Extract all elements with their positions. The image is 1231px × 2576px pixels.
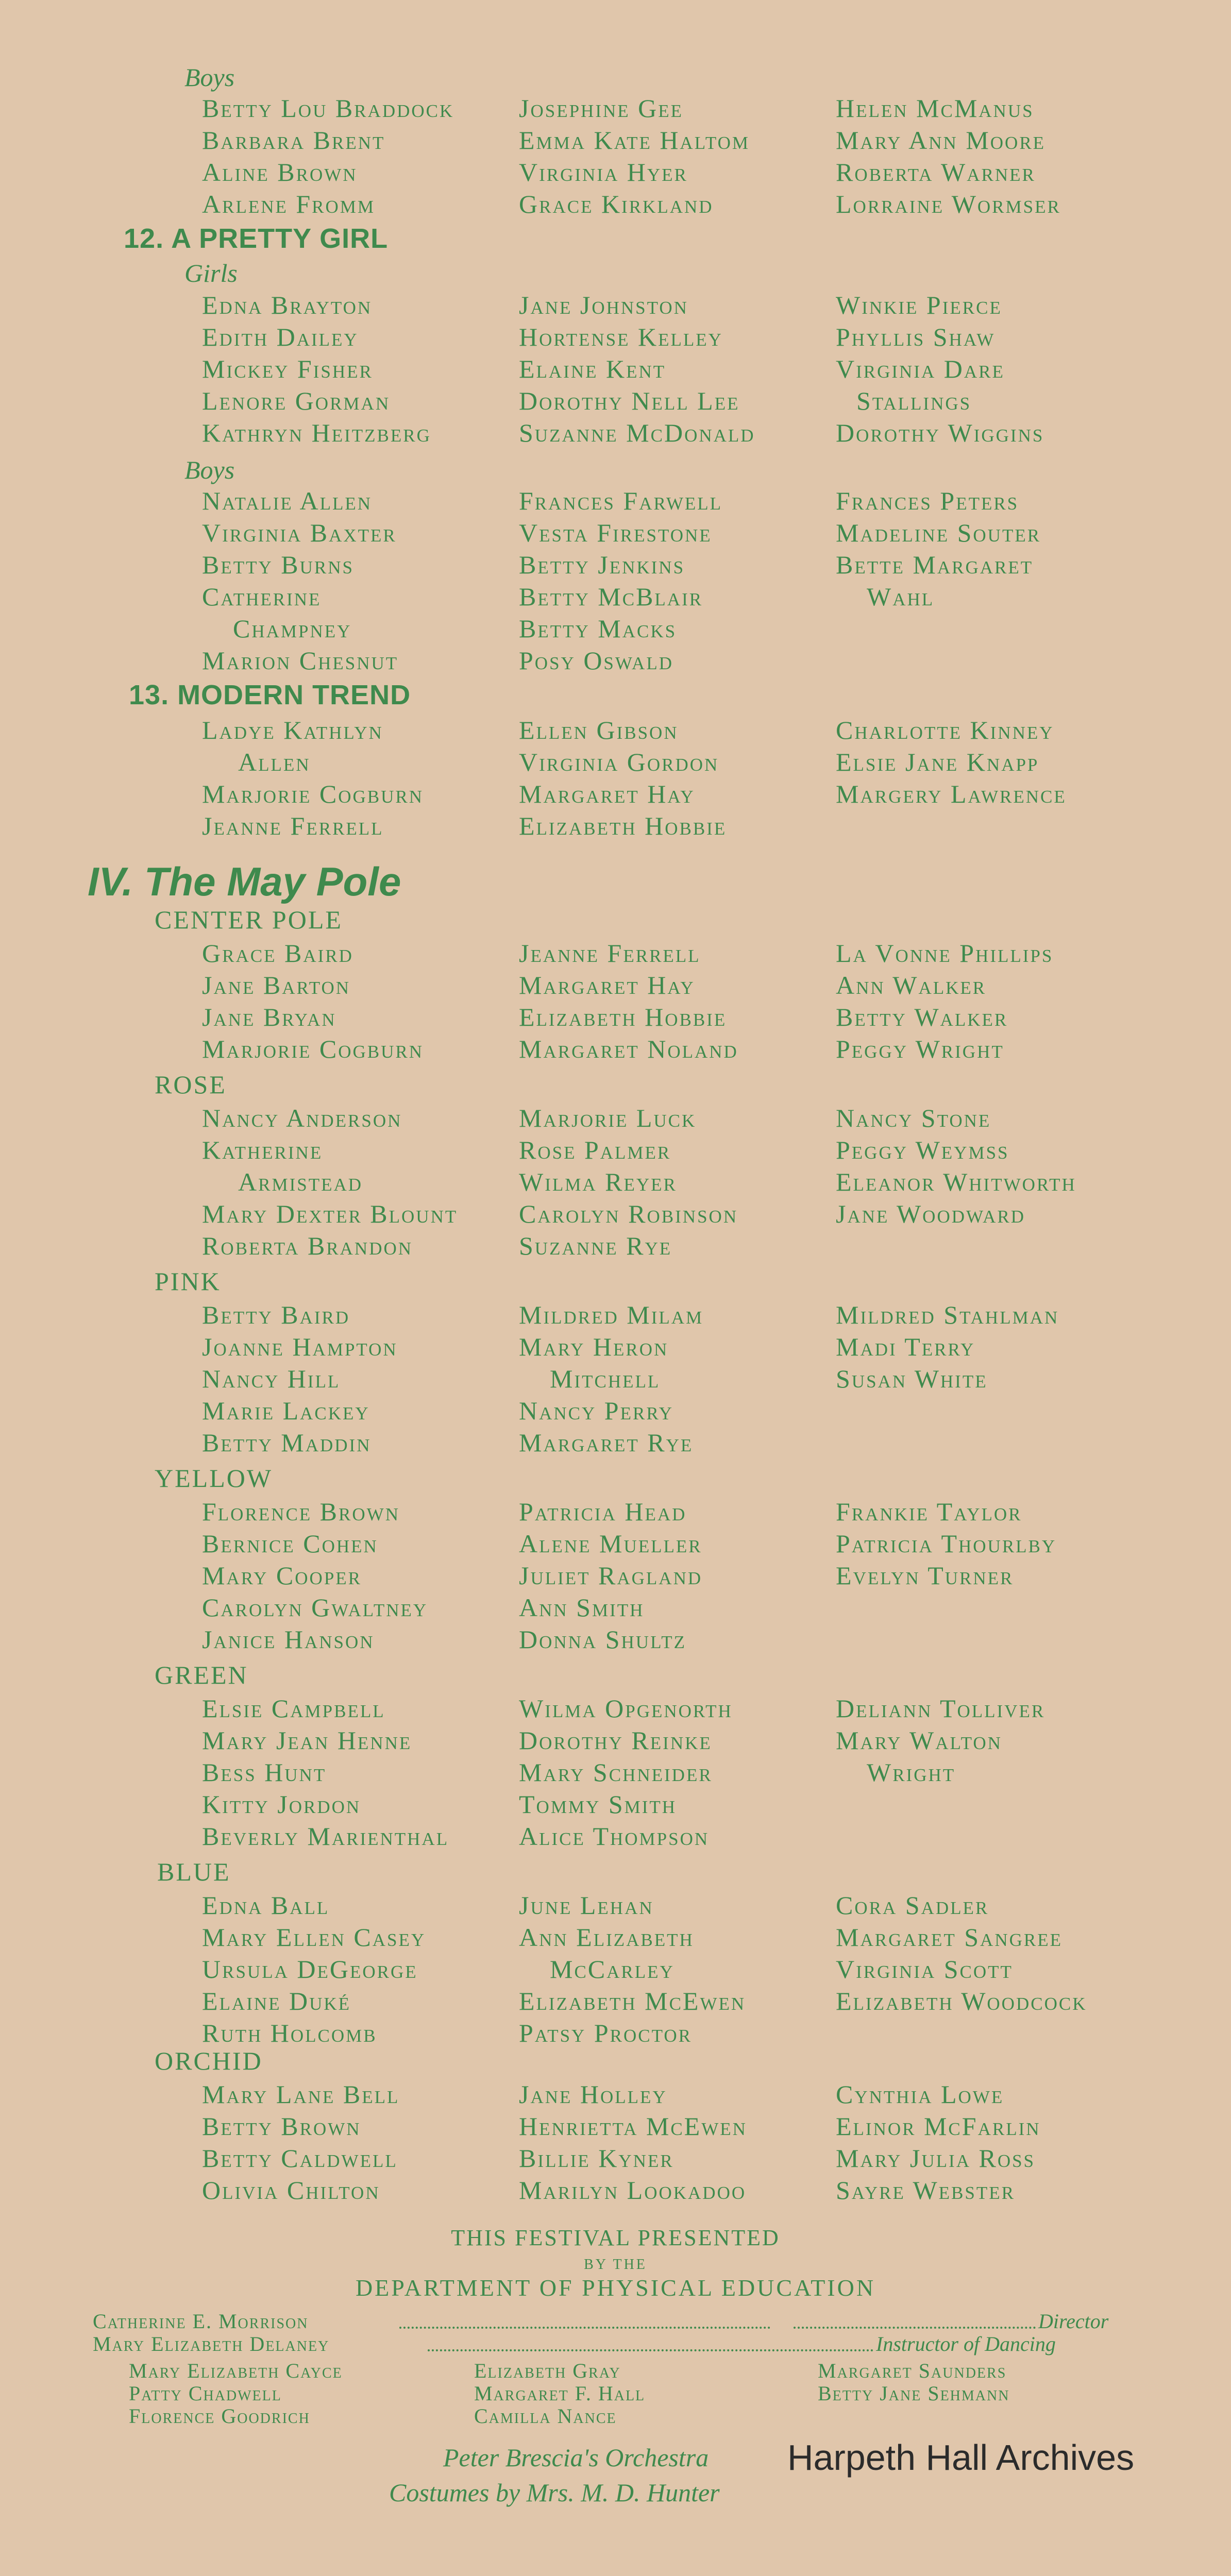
list-item: Mary Ann Moore <box>836 126 1046 155</box>
list-item: Dorothy Reinke <box>519 1726 712 1755</box>
girls-heading: Girls <box>184 259 238 287</box>
list-item: Natalie Allen <box>202 486 373 515</box>
list-item: Roberta Brandon <box>202 1231 413 1260</box>
list-item: Betty Lou Braddock <box>202 94 454 123</box>
list-item: Stallings <box>856 386 972 415</box>
list-item: Mary Walton <box>836 1726 1002 1755</box>
list-item: Jeanne Ferrell <box>519 939 701 968</box>
list-item: Janice Hanson <box>202 1625 375 1654</box>
list-item: Cynthia Lowe <box>836 2080 1004 2109</box>
group-heading-orchid: ORCHID <box>155 2046 263 2075</box>
staff-name: Camilla Nance <box>474 2404 617 2428</box>
list-item: Beverly Marienthal <box>202 1822 449 1851</box>
list-item: Dorothy Wiggins <box>836 418 1044 447</box>
list-item: Virginia Dare <box>836 354 1005 383</box>
list-item: Tommy Smith <box>519 1790 677 1819</box>
list-item: Marion Chesnut <box>202 646 399 675</box>
list-item: Betty Jenkins <box>519 550 685 579</box>
section-heading-12: 12. A PRETTY GIRL <box>124 223 389 254</box>
list-item: Betty Maddin <box>202 1428 372 1457</box>
list-item: Margaret Hay <box>519 779 695 808</box>
list-item: Madi Terry <box>836 1332 975 1361</box>
list-item: Wahl <box>867 582 935 611</box>
group-heading-yellow: YELLOW <box>155 1464 273 1493</box>
staff-name: Patty Chadwell <box>129 2382 282 2405</box>
list-item: Dorothy Nell Lee <box>519 386 740 415</box>
list-item: Betty McBlair <box>519 582 703 611</box>
list-item: Elizabeth Hobbie <box>519 1003 727 1031</box>
list-item: Elsie Jane Knapp <box>836 748 1039 776</box>
list-item: Peggy Wright <box>836 1035 1004 1063</box>
list-item: Henrietta McEwen <box>519 2112 747 2141</box>
list-item: Eleanor Whitworth <box>836 1167 1076 1196</box>
list-item: Wright <box>867 1758 956 1787</box>
list-item: Champney <box>233 614 352 643</box>
list-item: Florence Brown <box>202 1497 400 1526</box>
list-item: Frankie Taylor <box>836 1497 1022 1526</box>
list-item: Mildred Stahlman <box>836 1300 1059 1329</box>
staff-name: Elizabeth Gray <box>474 2359 621 2382</box>
list-item: Ann Smith <box>519 1593 645 1622</box>
list-item: Patricia Head <box>519 1497 687 1526</box>
list-item: Joanne Hampton <box>202 1332 398 1361</box>
list-item: Alene Mueller <box>519 1529 702 1558</box>
list-item: Allen <box>238 748 311 776</box>
staff-name: Florence Goodrich <box>129 2404 310 2428</box>
staff-name: Betty Jane Sehmann <box>818 2382 1010 2405</box>
list-item: Charlotte Kinney <box>836 716 1054 744</box>
list-item: Elizabeth Woodcock <box>836 1987 1087 2015</box>
list-item: Ursula DeGeorge <box>202 1955 418 1984</box>
list-item: Suzanne Rye <box>519 1231 672 1260</box>
list-item: Lorraine Wormser <box>836 190 1061 218</box>
list-item: Jane Barton <box>202 971 351 999</box>
list-item: Helen McManus <box>836 94 1034 123</box>
list-item: Mickey Fisher <box>202 354 373 383</box>
dancing-instructor-name: Mary Elizabeth Delaney <box>93 2332 330 2355</box>
list-item: Marilyn Lookadoo <box>519 2176 747 2205</box>
list-item: Grace Kirkland <box>519 190 714 218</box>
list-item: Margaret Rye <box>519 1428 694 1457</box>
group-heading-center-pole: CENTER POLE <box>155 905 343 934</box>
list-item: Deliann Tolliver <box>836 1694 1045 1723</box>
list-item: Marjorie Luck <box>519 1104 697 1132</box>
list-item: Vesta Firestone <box>519 518 712 547</box>
group-heading-pink: PINK <box>155 1267 221 1296</box>
staff-name: Margaret Saunders <box>818 2359 1007 2382</box>
director-leader-dots-2 <box>794 2327 1036 2329</box>
list-item: Ann Elizabeth <box>519 1923 694 1952</box>
list-item: Mary Julia Ross <box>836 2144 1036 2173</box>
list-item: Juliet Ragland <box>519 1561 703 1590</box>
list-item: Kathryn Heitzberg <box>202 418 431 447</box>
credits-line-by-the: BY THE <box>584 2257 647 2273</box>
list-item: Jane Bryan <box>202 1003 336 1031</box>
list-item: Posy Oswald <box>519 646 673 675</box>
list-item: Edith Dailey <box>202 323 359 351</box>
list-item: Marjorie Cogburn <box>202 1035 424 1063</box>
list-item: Josephine Gee <box>519 94 683 123</box>
list-item: Nancy Anderson <box>202 1104 402 1132</box>
list-item: Ellen Gibson <box>519 716 679 744</box>
list-item: Roberta Warner <box>836 158 1036 187</box>
list-item: Billie Kyner <box>519 2144 674 2173</box>
director-name: Catherine E. Morrison <box>93 2310 309 2333</box>
list-item: Olivia Chilton <box>202 2176 380 2205</box>
group-heading-green: GREEN <box>155 1660 248 1689</box>
list-item: Bette Margaret <box>836 550 1034 579</box>
list-item: Barbara Brent <box>202 126 385 155</box>
list-item: Katherine <box>202 1136 323 1164</box>
list-item: Bernice Cohen <box>202 1529 378 1558</box>
list-item: Elizabeth McEwen <box>519 1987 746 2015</box>
list-item: Elsie Campbell <box>202 1694 385 1723</box>
list-item: Betty Brown <box>202 2112 361 2141</box>
list-item: Virginia Hyer <box>519 158 688 187</box>
list-item: Catherine <box>202 582 322 611</box>
list-item: Emma Kate Haltom <box>519 126 750 155</box>
group-heading-blue: BLUE <box>157 1857 231 1886</box>
list-item: Carolyn Robinson <box>519 1199 738 1228</box>
list-item: Betty Walker <box>836 1003 1008 1031</box>
director-leader-dots <box>399 2327 770 2329</box>
list-item: Virginia Scott <box>836 1955 1013 1984</box>
list-item: Edna Brayton <box>202 291 373 319</box>
credits-line-department: DEPARTMENT OF PHYSICAL EDUCATION <box>355 2275 876 2301</box>
group-heading-rose: ROSE <box>155 1070 227 1099</box>
list-item: Bess Hunt <box>202 1758 327 1787</box>
list-item: Phyllis Shaw <box>836 323 996 351</box>
section-heading-13: 13. MODERN TREND <box>129 680 411 710</box>
list-item: Edna Ball <box>202 1891 330 1920</box>
archive-watermark: Harpeth Hall Archives <box>787 2437 1135 2478</box>
list-item: Mary Ellen Casey <box>202 1923 426 1952</box>
list-item: Mildred Milam <box>519 1300 704 1329</box>
credits-line-presented: THIS FESTIVAL PRESENTED <box>451 2225 780 2250</box>
list-item: Hortense Kelley <box>519 323 723 351</box>
list-item: Ladye Kathlyn <box>202 716 383 744</box>
list-item: Jane Johnston <box>519 291 688 319</box>
orchestra-credit: Peter Brescia's Orchestra <box>443 2443 709 2472</box>
list-item: Margaret Noland <box>519 1035 738 1063</box>
list-item: Margaret Sangree <box>836 1923 1063 1952</box>
list-item: Jane Woodward <box>836 1199 1026 1228</box>
list-item: Lenore Gorman <box>202 386 391 415</box>
list-item: Mary Lane Bell <box>202 2080 400 2109</box>
list-item: Madeline Souter <box>836 518 1041 547</box>
list-item: Mitchell <box>550 1364 661 1393</box>
list-item: Marjorie Cogburn <box>202 779 424 808</box>
list-item: Mary Dexter Blount <box>202 1199 458 1228</box>
staff-name: Margaret F. Hall <box>474 2382 646 2405</box>
list-item: Rose Palmer <box>519 1136 671 1164</box>
list-item: Cora Sadler <box>836 1891 989 1920</box>
list-item: Elaine Kent <box>519 354 666 383</box>
list-item: Nancy Stone <box>836 1104 991 1132</box>
list-item: McCarley <box>550 1955 674 1984</box>
list-item: Wilma Reyer <box>519 1167 677 1196</box>
list-item: Margery Lawrence <box>836 779 1067 808</box>
list-item: Armistead <box>238 1167 363 1196</box>
list-item: Peggy Weymss <box>836 1136 1009 1164</box>
list-item: Elaine Duké <box>202 1987 351 2015</box>
list-item: Patricia Thourlby <box>836 1529 1057 1558</box>
list-item: June Lehan <box>519 1891 654 1920</box>
list-item: Wilma Opgenorth <box>519 1694 733 1723</box>
director-role: Director <box>1038 2310 1109 2333</box>
list-item: Betty Burns <box>202 550 354 579</box>
list-item: Nancy Hill <box>202 1364 341 1393</box>
list-item: Ruth Holcomb <box>202 2019 377 2047</box>
list-item: Aline Brown <box>202 158 358 187</box>
boys-heading-12: Boys <box>184 455 235 484</box>
list-item: Jeanne Ferrell <box>202 811 384 840</box>
list-item: Winkie Pierce <box>836 291 1002 319</box>
boys-heading-11: Boys <box>184 63 235 92</box>
list-item: La Vonne Phillips <box>836 939 1054 968</box>
part-heading-may-pole: IV. The May Pole <box>88 859 401 904</box>
list-item: Frances Farwell <box>519 486 723 515</box>
list-item: Jane Holley <box>519 2080 667 2109</box>
list-item: Patsy Proctor <box>519 2019 692 2047</box>
list-item: Kitty Jordon <box>202 1790 361 1819</box>
list-item: Evelyn Turner <box>836 1561 1014 1590</box>
list-item: Alice Thompson <box>519 1822 710 1851</box>
list-item: Grace Baird <box>202 939 353 968</box>
list-item: Virginia Gordon <box>519 748 719 776</box>
list-item: Betty Baird <box>202 1300 350 1329</box>
list-item: Suzanne McDonald <box>519 418 755 447</box>
list-item: Marie Lackey <box>202 1396 370 1425</box>
list-item: Virginia Baxter <box>202 518 397 547</box>
list-item: Carolyn Gwaltney <box>202 1593 428 1622</box>
list-item: Elizabeth Hobbie <box>519 811 727 840</box>
list-item: Elinor McFarlin <box>836 2112 1041 2141</box>
list-item: Nancy Perry <box>519 1396 674 1425</box>
list-item: Donna Shultz <box>519 1625 686 1654</box>
list-item: Mary Cooper <box>202 1561 362 1590</box>
list-item: Frances Peters <box>836 486 1019 515</box>
list-item: Mary Jean Henne <box>202 1726 412 1755</box>
list-item: Ann Walker <box>836 971 987 999</box>
dancing-leader-dots <box>428 2349 873 2351</box>
staff-name: Mary Elizabeth Cayce <box>129 2359 343 2382</box>
list-item: Mary Schneider <box>519 1758 713 1787</box>
list-item: Betty Macks <box>519 614 677 643</box>
list-item: Arlene Fromm <box>202 190 376 218</box>
list-item: Betty Caldwell <box>202 2144 398 2173</box>
list-item: Mary Heron <box>519 1332 669 1361</box>
list-item: Susan White <box>836 1364 988 1393</box>
list-item: Sayre Webster <box>836 2176 1015 2205</box>
costumes-credit: Costumes by Mrs. M. D. Hunter <box>389 2478 720 2507</box>
dancing-instructor-role: Instructor of Dancing <box>876 2332 1056 2355</box>
list-item: Margaret Hay <box>519 971 695 999</box>
